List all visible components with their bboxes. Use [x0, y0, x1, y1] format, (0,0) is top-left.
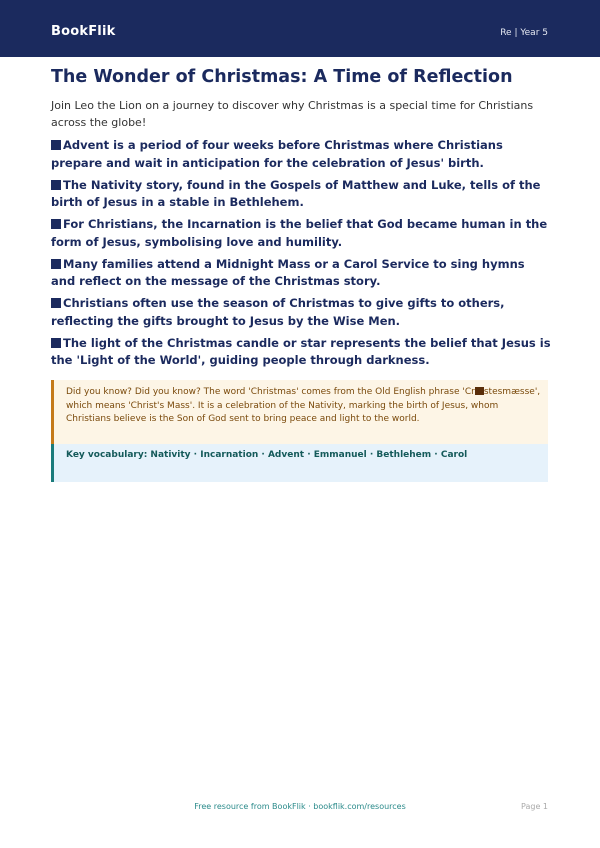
bullet-square-icon — [51, 140, 61, 150]
header-bar — [0, 0, 600, 57]
point-text: The Nativity story, found in the Gospels of Matthew and Luke, tells of the birth of Jesus in a stable in Bethlehem. — [51, 177, 541, 209]
list-item — [51, 256, 551, 291]
brand-logo[interactable]: BookFlik — [51, 24, 116, 39]
fact-text — [66, 386, 542, 427]
key-points-list — [51, 137, 551, 374]
fact-text-end: stesmæsse', which means 'Christ's Mass'. It is a celebration of the Nativity, marking the birth of Jesus, whom Christians believe is the Son of God sent to bring peace and light to the world. — [66, 387, 541, 424]
footer-credit-link[interactable]: Free resource from BookFlik · bookflik.com/resources — [194, 802, 406, 811]
did-you-know-box — [51, 380, 548, 444]
vocabulary-text: Key vocabulary: Nativity · Incarnation · Advent · Emmanuel · Bethlehem · Carol — [66, 450, 468, 460]
bullet-square-icon — [51, 338, 61, 348]
page-title: The Wonder of Christmas: A Time of Reflection — [51, 67, 513, 87]
subject-year-label: Re | Year 5 — [500, 28, 548, 38]
point-text: Christians often use the season of Christmas to give gifts to others, reflecting the gifts brought to Jesus by the Wise Men. — [51, 296, 505, 328]
bullet-square-icon — [51, 259, 61, 269]
page-number: Page 1 — [521, 802, 548, 811]
list-item — [51, 335, 551, 370]
point-text: For Christians, the Incarnation is the belief that God became human in the form of Jesus, symbolising love and humility. — [51, 217, 548, 249]
bullet-square-icon — [51, 219, 61, 229]
bullet-square-icon — [51, 298, 61, 308]
bullet-square-icon — [51, 180, 61, 190]
fact-text-start: Did you know? Did you know? The word 'Christmas' comes from the Old English phrase 'Cr — [66, 387, 475, 397]
list-item — [51, 216, 551, 251]
key-vocabulary-box — [51, 444, 548, 482]
point-text: Many families attend a Midnight Mass or a Carol Service to sing hymns and reflect on the message of the Christmas story. — [51, 256, 525, 288]
point-text: The light of the Christmas candle or star represents the belief that Jesus is the 'Light of the World', guiding people through darkness. — [51, 335, 551, 367]
point-text: Advent is a period of four weeks before Christmas where Christians prepare and wait in anticipation for the celebration of Jesus' birth. — [51, 138, 503, 170]
intro-text: Join Leo the Lion on a journey to discover why Christmas is a special time for Christians across the globe! — [51, 99, 534, 129]
list-item — [51, 137, 551, 172]
list-item — [51, 295, 551, 330]
list-item — [51, 177, 551, 212]
missing-glyph-icon — [475, 387, 484, 395]
